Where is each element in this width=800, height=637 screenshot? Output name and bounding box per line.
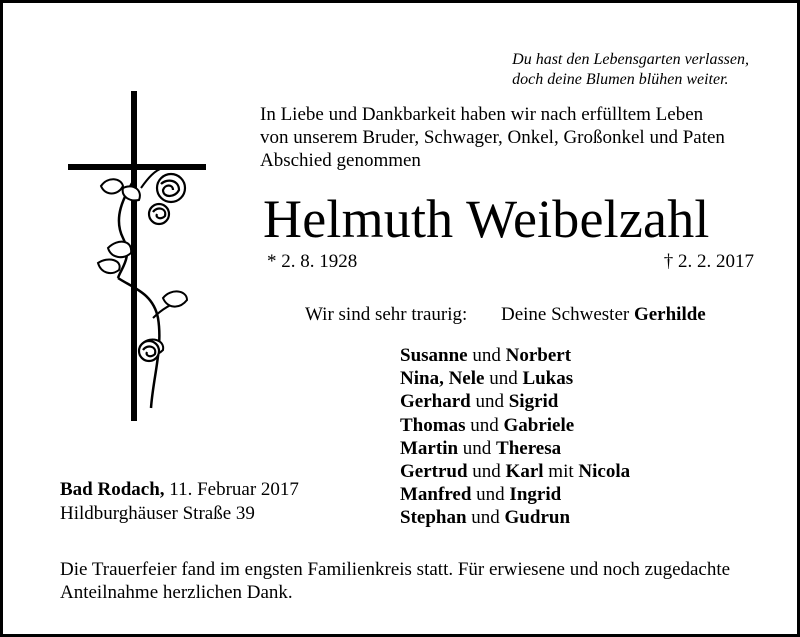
motto-line-2: doch deine Blumen blühen weiter. <box>512 71 729 88</box>
mourner-connector: und <box>484 368 523 390</box>
intro-line-1: In Liebe und Dankbarkeit haben wir nach erfülltem Leben <box>260 104 704 125</box>
mourner-name: Stephan <box>400 507 467 529</box>
mourner-connector: und <box>458 437 497 459</box>
mourner-line <box>400 437 630 460</box>
mourner-connector: mit <box>543 461 579 483</box>
intro-line-3: Abschied genommen <box>260 150 421 171</box>
mourner-line <box>400 506 630 529</box>
mourner-line <box>400 344 630 367</box>
mourner-line <box>400 414 630 437</box>
mourner-name: Sigrid <box>508 391 559 413</box>
mourner-connector: und <box>471 484 510 506</box>
motto-line-1: Du hast den Lebensgarten verlassen, <box>512 51 749 68</box>
deceased-name: Helmuth Weibelzahl <box>263 189 710 249</box>
mourner-connector: und <box>466 507 505 529</box>
town: Bad Rodach, <box>60 479 165 500</box>
mourner-name: Gabriele <box>503 414 575 436</box>
mourner-name: Norbert <box>505 345 572 366</box>
mourner-line <box>400 460 630 483</box>
mourner-name: Karl <box>505 461 544 483</box>
mourner-name: Thomas <box>400 414 466 436</box>
mourner-name: Nina, Nele <box>400 368 485 390</box>
place-and-date <box>60 478 299 526</box>
mourner-name: Gertrud <box>400 461 468 483</box>
town-date-line <box>60 478 299 502</box>
sister-line <box>501 303 706 327</box>
mourner-connector: und <box>467 345 506 366</box>
motto-quote <box>512 50 749 90</box>
mourning-statement: Wir sind sehr traurig: <box>305 304 468 325</box>
mourner-line <box>400 390 630 413</box>
mourner-connector: und <box>470 391 509 413</box>
mourner-name: Gudrun <box>504 507 571 529</box>
address: Hildburghäuser Straße 39 <box>60 503 255 524</box>
death-date: † 2. 2. 2017 <box>663 251 754 272</box>
mourner-name: Lukas <box>522 368 574 390</box>
sister-prefix: Deine Schwester <box>501 304 630 325</box>
intro-text <box>260 103 725 172</box>
intro-line-2: von unserem Bruder, Schwager, Onkel, Großonkel und Paten <box>260 127 725 148</box>
notice-date: 11. Februar 2017 <box>164 479 299 500</box>
mourner-name: Gerhard <box>400 391 471 413</box>
mourner-line <box>400 367 630 390</box>
birth-date: * 2. 8. 1928 <box>267 251 358 272</box>
mourner-connector: und <box>467 461 506 483</box>
mourner-name: Manfred <box>400 484 472 506</box>
mourner-name: Martin <box>400 437 459 459</box>
mourners-list <box>400 344 630 530</box>
mourner-name: Ingrid <box>509 484 562 506</box>
cross-with-roses-icon <box>63 88 213 428</box>
mourner-name: Theresa <box>496 437 562 459</box>
funeral-note-line-1: Die Trauerfeier fand im engsten Familienkreis statt. Für erwiesene und noch zugedachte <box>60 559 731 580</box>
mourner-name: Nicola <box>578 461 631 483</box>
mourner-line <box>400 483 630 506</box>
funeral-note-line-2: Anteilnahme herzlichen Dank. <box>60 582 293 603</box>
sister-name: Gerhilde <box>633 304 706 325</box>
mourner-connector: und <box>465 414 504 436</box>
mourner-name: Susanne <box>400 345 468 366</box>
funeral-note <box>60 558 760 604</box>
